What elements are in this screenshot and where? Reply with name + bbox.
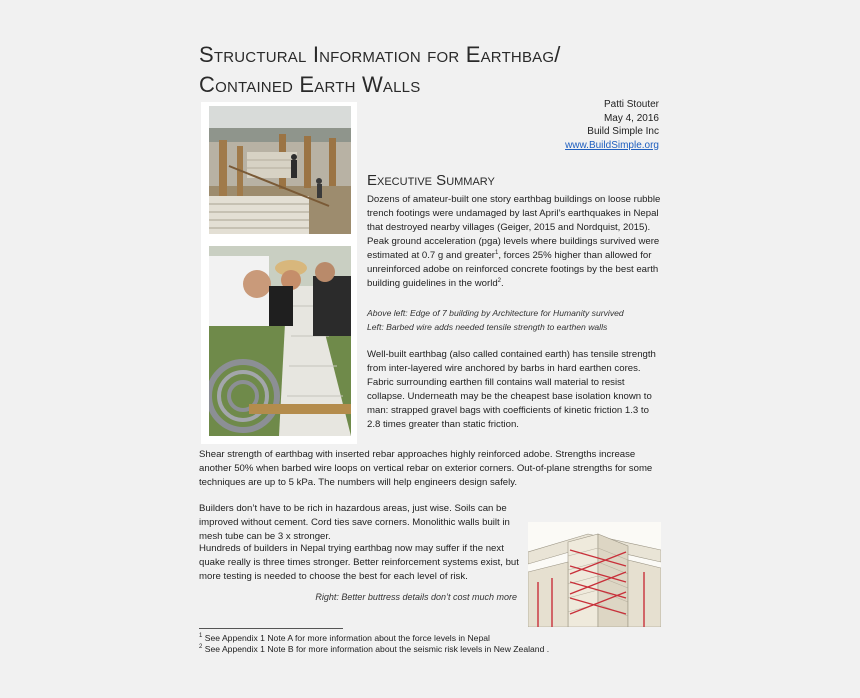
- caption-line-1: Above left: Edge of 7 building by Architecture for Humanity survived: [367, 308, 624, 318]
- summary-paragraph-5: Hundreds of builders in Nepal trying earthbag now may suffer if the next quake really is three times stronger. Better reinforcement systems exist, but more testing is needed to choose the best for each level of risk.: [199, 543, 519, 582]
- footnote-1-number: 1: [199, 633, 203, 640]
- summary-text-c: .: [501, 278, 504, 289]
- footnote-1: [199, 633, 490, 644]
- footnote-2-number: 2: [199, 644, 203, 651]
- author-org: Build Simple Inc: [587, 126, 659, 137]
- summary-paragraph-3: Shear strength of earthbag with inserted rebar approaches highly reinforced adobe. Strengths increase another 50% when barbed wire loops on vertical rebar on exterior corners. Out-of-plane strengths for some techniques are up to 5 kPa. The numbers will help engineers design safely.: [199, 449, 653, 488]
- author-name: Patti Stouter: [603, 99, 659, 110]
- footnote-2-text: See Appendix 1 Note B for more information about the seismic risk levels in New Zealand .: [204, 644, 550, 654]
- summary-paragraph-1: [367, 193, 661, 291]
- summary-text-b: , forces 25% higher than allowed for unreinforced adobe on reinforced concrete footings by the best earth building guidelines in the world: [367, 250, 659, 289]
- earthbag-building-photo: [209, 106, 351, 234]
- summary-text-a: Dozens of amateur-built one story earthbag buildings on loose rubble trench footings were undamaged by last April’s earthquakes in Nepal that destroyed nearby villages (Geiger, 2015 and Nordquist, 2015). Peak ground acceleration (pga) levels where buildings survived were estimated at 0.7 g and greater: [367, 194, 661, 261]
- barbed-wire-photo: [209, 246, 351, 436]
- sketch-caption: Right: Better buttress details don’t cost much more: [315, 592, 517, 602]
- summary-paragraph-4: Builders don’t have to be rich in hazardous areas, just wise. Soils can be improved without cement. Cord ties save corners. Monolithic walls built in mesh tube can be 3 x stronger.: [199, 503, 510, 542]
- website-link[interactable]: www.BuildSimple.org: [565, 139, 659, 151]
- photo-caption: [367, 306, 661, 334]
- caption-line-2: Left: Barbed wire adds needed tensile strength to earthen walls: [367, 322, 608, 332]
- footnote-ref-1[interactable]: 1: [495, 249, 499, 256]
- title-line-2: Contained Earth Walls: [199, 72, 421, 97]
- summary-paragraph-2: Well-built earthbag (also called contained earth) has tensile strength from inter-layered wire anchored by barbs in hard earthen cores. Fabric surrounding earthen fill contains wall material to resist collapse. Underneath may be the cheapest base isolation known to man: strapped gravel bags with coefficients of kinetic friction 1.3 to 2.8 times greater than static friction.: [367, 349, 656, 430]
- photo-column: [201, 102, 357, 444]
- footnote-1-text: See Appendix 1 Note A for more information about the force levels in Nepal: [204, 633, 490, 643]
- author-date: May 4, 2016: [603, 112, 659, 124]
- title-line-1: Structural Information for Earthbag/: [199, 42, 561, 67]
- footnote-ref-2[interactable]: 2: [497, 277, 502, 284]
- document-title: [199, 40, 661, 100]
- document-page: [199, 30, 661, 670]
- buttress-corner-sketch: [528, 522, 661, 627]
- footnote-2: [199, 644, 549, 655]
- footnote-rule: [199, 628, 343, 629]
- executive-summary-heading: Executive Summary: [367, 172, 495, 189]
- author-block: [565, 98, 659, 152]
